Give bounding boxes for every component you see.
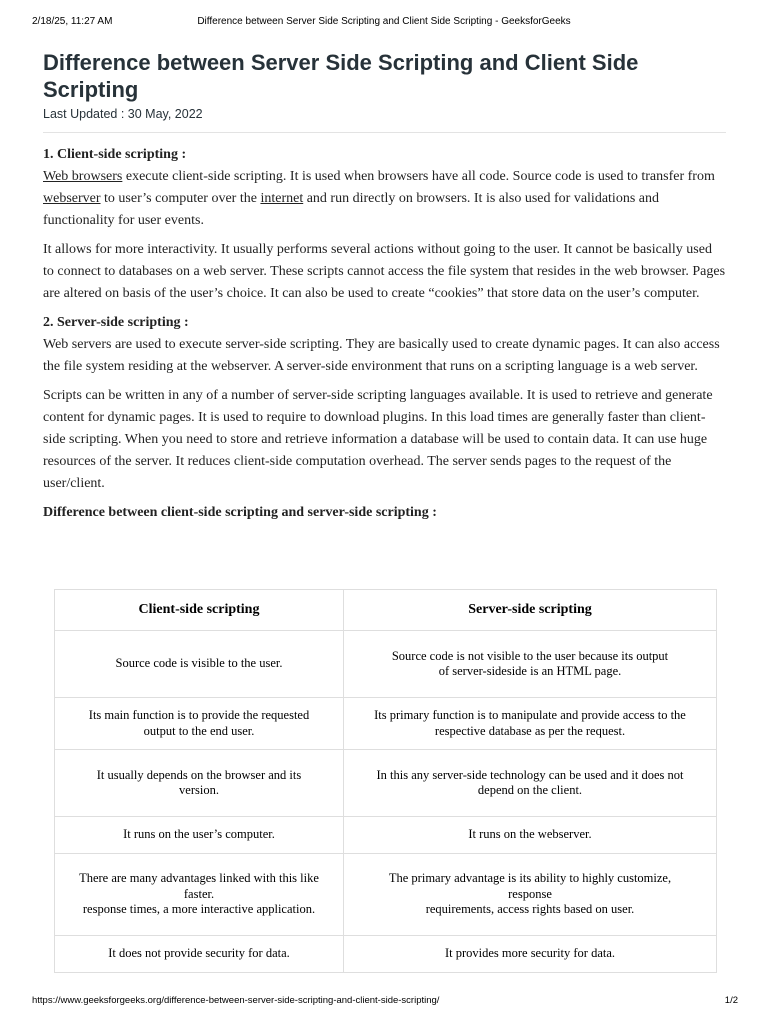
- table-row: [55, 817, 717, 854]
- section-heading-server-side: 2. Server-side scripting :: [43, 315, 189, 330]
- link-web-browsers[interactable]: Web browsers: [43, 169, 123, 184]
- paragraph-server-side-2: Scripts can be written in any of a number of server-side scripting languages available. It is used to retrieve and generate content for dynamic pages. It is used to require to download plugins. In this load times are generally faster than client-side scripting. When you need to store and retrieve information a database will be used to contain data. It can use huge resources of the server. It reduces client-side computation overhead. The server sends pages to the request of the user/client.: [43, 388, 713, 491]
- table-row: [55, 698, 717, 750]
- link-webserver[interactable]: webserver: [43, 191, 101, 206]
- column-header-client-side: Client-side scripting: [55, 590, 344, 631]
- table-cell: Its main function is to provide the requested output to the end user.: [55, 698, 344, 750]
- print-page-title: Difference between Server Side Scripting and Client Side Scripting - GeeksforGeeks: [197, 16, 571, 27]
- paragraph-client-side-2: It allows for more interactivity. It usually performs several actions without going to the user. It cannot be basically used to connect to databases on a web server. These scripts cannot access the file system that resides in the web browser. Pages are altered on basis of the user’s choice. It can also be used to create “cookies” that store data on the user’s computer.: [43, 242, 726, 301]
- section-heading-client-side: 1. Client-side scripting :: [43, 147, 187, 162]
- article-content: [43, 144, 726, 524]
- print-page-number: 1/2: [724, 995, 738, 1006]
- print-page-url: https://www.geeksforgeeks.org/difference-between-server-side-scripting-and-client-side-scripting/: [32, 995, 440, 1006]
- table-row: [55, 936, 717, 973]
- table-cell: It usually depends on the browser and its version.: [55, 750, 344, 817]
- table-row: [55, 631, 717, 698]
- print-footer: [0, 995, 768, 1009]
- table-cell: The primary advantage is its ability to highly customize, response requirements, access rights based on user.: [344, 854, 717, 936]
- table-header-row: [55, 590, 717, 631]
- paragraph-server-side-1: Web servers are used to execute server-side scripting. They are basically used to create dynamic pages. It can also access the file system residing at the webserver. A server-side environment that runs on a scripting language is a web server.: [43, 337, 720, 374]
- link-internet[interactable]: internet: [260, 191, 304, 206]
- table-row: [55, 854, 717, 936]
- print-datetime: 2/18/25, 11:27 AM: [32, 16, 113, 27]
- column-header-server-side: Server-side scripting: [344, 590, 717, 631]
- table-cell: There are many advantages linked with this like faster. response times, a more interactive application.: [55, 854, 344, 936]
- article: [43, 49, 726, 524]
- difference-heading: Difference between client-side scripting and server-side scripting :: [43, 505, 437, 520]
- table-cell: Its primary function is to manipulate and provide access to the respective database as per the request.: [344, 698, 717, 750]
- table-cell: Source code is visible to the user.: [55, 631, 344, 698]
- last-updated: Last Updated : 30 May, 2022: [43, 107, 726, 133]
- table-cell: It provides more security for data.: [344, 936, 717, 973]
- table-cell: It does not provide security for data.: [55, 936, 344, 973]
- table-cell: Source code is not visible to the user because its output of server-sideside is an HTML page.: [344, 631, 717, 698]
- comparison-table: [54, 589, 717, 973]
- article-title: Difference between Server Side Scripting and Client Side Scripting: [43, 50, 639, 102]
- paragraph-client-side-1: Web browsers execute client-side scripting. It is used when browsers have all code. Source code is used to transfer from webserver to user’s computer over the internet and run directly on browsers. It is also used for validations and functionality for user events.: [43, 169, 715, 228]
- table-cell: It runs on the user’s computer.: [55, 817, 344, 854]
- table-cell: In this any server-side technology can be used and it does not depend on the client.: [344, 750, 717, 817]
- table-cell: It runs on the webserver.: [344, 817, 717, 854]
- table-row: [55, 750, 717, 817]
- print-header: [0, 16, 768, 30]
